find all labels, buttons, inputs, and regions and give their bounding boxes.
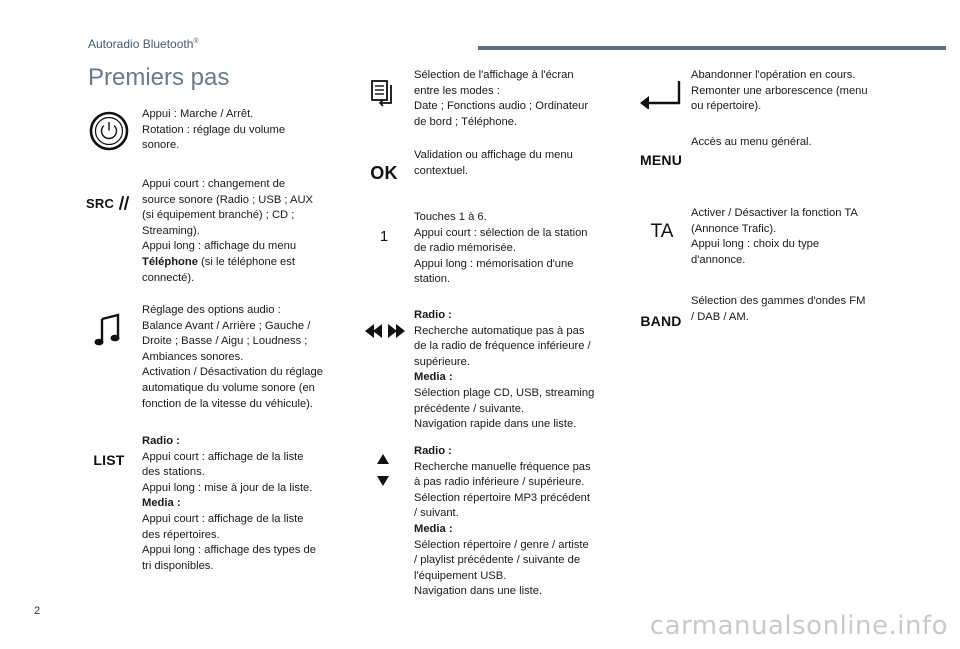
text-line: [142, 255, 313, 271]
text-line: Date ; Fonctions audio ; Ordinateur: [414, 100, 589, 113]
text-line: Balance Avant / Arrière ; Gauche /: [142, 319, 311, 332]
text-line: d'annonce.: [691, 253, 746, 266]
text-fragment: (si le téléphone est: [197, 255, 295, 268]
text-line: [414, 308, 594, 324]
text-line: / suivant.: [414, 507, 459, 520]
radio-heading: Radio :: [414, 445, 452, 457]
text-line: (si équipement branché) ; CD ;: [142, 209, 295, 222]
watermark: carmanualsonline.info: [649, 611, 948, 641]
text-line: Sélection répertoire MP3 précédent: [414, 491, 590, 504]
text-line: / playlist précédente / suivante de: [414, 554, 581, 567]
ta-description: [691, 206, 858, 268]
media-heading: Media :: [142, 497, 181, 510]
media-heading: Media :: [414, 522, 453, 535]
text-line: Appui long : choix du type: [691, 238, 820, 251]
power-description: [142, 107, 285, 154]
text-line: Appui long : affichage des types de: [142, 544, 316, 557]
text-line: [414, 444, 591, 460]
text-line: Recherche automatique pas à pas: [414, 324, 585, 337]
header-title-text: Autoradio Bluetooth: [88, 37, 194, 51]
preset-one-icon: [372, 226, 396, 246]
text-line: Appui court : affichage de la liste: [142, 512, 304, 525]
band-description: [691, 294, 865, 325]
up-down-arrows-icon: [374, 452, 392, 488]
preset-one-label: 1: [379, 227, 389, 245]
header-rule: [478, 46, 946, 50]
text-line: Abandonner l'opération en cours.: [691, 69, 856, 81]
text-line: (Annonce Trafic).: [691, 222, 777, 235]
src-description: [142, 177, 313, 286]
text-line: Accès au menu général.: [691, 136, 812, 148]
text-line: Streaming).: [142, 224, 200, 237]
display-select-icon: [368, 78, 398, 108]
text-line: Ambiances sonores.: [142, 350, 244, 363]
text-line: Touches 1 à 6.: [414, 211, 487, 223]
text-line: Appui long : mise à jour de la liste.: [142, 481, 313, 494]
seek-description: [414, 308, 594, 433]
menu-description: [691, 135, 812, 151]
text-line: de bord ; Téléphone.: [414, 115, 518, 128]
text-line: l'équipement USB.: [414, 569, 507, 582]
section-title: Premiers pas: [88, 64, 230, 91]
ok-button-icon: [366, 161, 402, 185]
seek-arrows-icon: [362, 322, 408, 340]
text-line: [142, 434, 316, 450]
text-line: Navigation dans une liste.: [414, 585, 543, 598]
ta-label: TA: [650, 221, 674, 242]
back-arrow-icon: [638, 76, 684, 110]
text-line: fonction de la vitesse du véhicule).: [142, 397, 314, 410]
music-note-icon: [92, 312, 124, 348]
text-line: automatique du volume sonore (en: [142, 381, 315, 394]
ok-description: [414, 148, 573, 179]
preset-description: [414, 210, 588, 288]
running-header: [88, 37, 199, 51]
text-line: ou répertoire).: [691, 100, 762, 113]
text-line: [414, 522, 591, 538]
text-line: des stations.: [142, 466, 205, 479]
text-line: Droite ; Basse / Aigu ; Loudness ;: [142, 335, 308, 348]
power-knob-icon: [88, 110, 130, 152]
radio-heading: Radio :: [142, 435, 180, 447]
list-button-icon: [88, 450, 130, 470]
text-line: Activation / Désactivation du réglage: [142, 366, 323, 379]
text-line: Activer / Désactiver la fonction TA: [691, 207, 858, 219]
text-line: Appui long : affichage du menu: [142, 240, 297, 253]
media-heading: Media :: [414, 371, 453, 384]
radio-heading: Radio :: [414, 309, 452, 321]
back-description: [691, 68, 868, 115]
text-line: Sélection répertoire / genre / artiste: [414, 538, 589, 551]
menu-button-icon: [636, 150, 686, 170]
display-description: [414, 68, 588, 130]
text-line: source sonore (Radio ; USB ; AUX: [142, 193, 313, 206]
text-line: Sélection plage CD, USB, streaming: [414, 386, 595, 399]
text-line: entre les modes :: [414, 84, 500, 97]
page-number: 2: [34, 605, 41, 617]
text-line: connecté).: [142, 271, 195, 284]
text-line: station.: [414, 273, 451, 286]
text-line: Recherche manuelle fréquence pas: [414, 460, 591, 473]
updown-description: [414, 444, 591, 600]
text-line: Appui court : affichage de la liste: [142, 450, 304, 463]
text-line: [414, 370, 594, 386]
menu-label: MENU: [639, 152, 683, 168]
ok-label: OK: [370, 162, 398, 183]
src-label: SRC: [86, 195, 115, 211]
text-line: de la radio de fréquence inférieure /: [414, 340, 591, 353]
phone-handset-icon: [116, 195, 132, 211]
text-line: supérieure.: [414, 355, 470, 368]
text-line: Appui long : mémorisation d'une: [414, 257, 574, 270]
text-line: tri disponibles.: [142, 559, 214, 572]
text-line: Appui court : changement de: [142, 178, 286, 190]
text-line: Appui : Marche / Arrêt.: [142, 108, 254, 120]
text-line: Réglage des options audio :: [142, 304, 281, 316]
text-line: de radio mémorisée.: [414, 242, 516, 255]
text-line: Sélection des gammes d'ondes FM: [691, 295, 866, 307]
text-line: Navigation rapide dans une liste.: [414, 418, 577, 431]
text-line: Sélection de l'affichage à l'écran: [414, 69, 574, 81]
text-line: Rotation : réglage du volume: [142, 123, 286, 136]
text-line: Remonter une arborescence (menu: [691, 84, 868, 97]
band-button-icon: [636, 311, 686, 331]
ta-button-icon: [644, 220, 680, 244]
list-description: [142, 434, 316, 574]
text-line: contextuel.: [414, 164, 469, 177]
text-line: des répertoires.: [142, 528, 220, 541]
bold-term: Téléphone: [142, 255, 198, 268]
text-line: Validation ou affichage du menu: [414, 149, 573, 161]
src-phone-icon: [86, 192, 134, 214]
text-line: à pas radio inférieure / supérieure.: [414, 476, 585, 489]
text-line: [142, 496, 316, 512]
text-line: précédente / suivante.: [414, 402, 525, 415]
text-line: / DAB / AM.: [691, 310, 749, 323]
band-label: BAND: [640, 313, 682, 329]
text-line: sonore.: [142, 139, 180, 152]
text-line: Appui court : sélection de la station: [414, 226, 588, 239]
list-label: LIST: [93, 452, 125, 468]
registered-mark: ®: [193, 38, 199, 45]
audio-description: [142, 303, 323, 412]
